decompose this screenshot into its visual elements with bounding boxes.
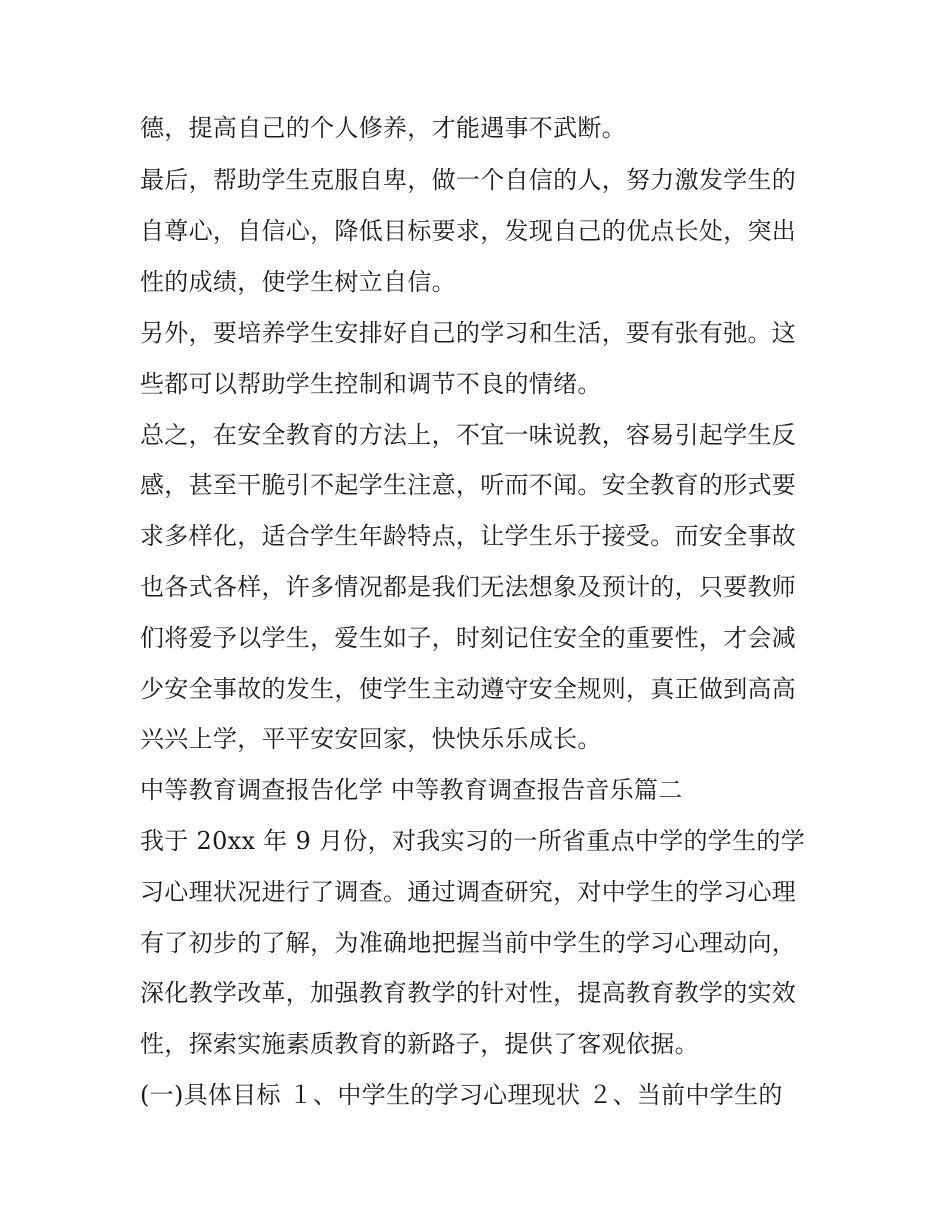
text-line: 我于 20xx 年 9 月份，对我实习的一所省重点中学的学生的学: [140, 827, 805, 855]
section-heading: 中等教育调查报告化学 中等教育调查报告音乐篇二: [140, 776, 683, 804]
text-line: 少安全事故的发生，使学生主动遵守安全规则，真正做到高高: [140, 675, 797, 703]
text-line: 有了初步的了解，为准确地把握当前中学生的学习心理动向，: [140, 929, 797, 957]
text-line: 感，甚至干脆引不起学生注意，听而不闻。安全教育的形式要: [140, 471, 797, 499]
text-line: 兴兴上学，平平安安回家，快快乐乐成长。: [140, 725, 602, 753]
text-line: 另外，要培养学生安排好自己的学习和生活，要有张有弛。这: [140, 319, 797, 347]
text-line: 自尊心，自信心，降低目标要求，发现自己的优点长处，突出: [140, 217, 797, 245]
text-line: (一)具体目标 １、中学生的学习心理现状 ２、当前中学生的: [140, 1081, 783, 1109]
text-line: 求多样化，适合学生年龄特点，让学生乐于接受。而安全事故: [140, 522, 797, 550]
text-line: 们将爱予以学生，爱生如子，时刻记住安全的重要性，才会减: [140, 624, 797, 652]
text-line: 总之，在安全教育的方法上，不宜一味说教，容易引起学生反: [140, 421, 797, 449]
text-line: 些都可以帮助学生控制和调节不良的情绪。: [140, 370, 602, 398]
text-line: 最后，帮助学生克服自卑，做一个自信的人，努力激发学生的: [140, 166, 797, 194]
text-line: 习心理状况进行了调查。通过调查研究，对中学生的学习心理: [140, 878, 797, 906]
text-line: 性，探索实施素质教育的新路子，提供了客观依据。: [140, 1030, 699, 1058]
text-line: 也各式各样，许多情况都是我们无法想象及预计的，只要教师: [140, 573, 797, 601]
text-line: 深化教学改革，加强教育教学的针对性，提高教育教学的实效: [140, 979, 797, 1007]
text-line: 性的成绩，使学生树立自信。: [140, 268, 456, 296]
text-line: 德，提高自己的个人修养，才能遇事不武断。: [140, 114, 626, 142]
